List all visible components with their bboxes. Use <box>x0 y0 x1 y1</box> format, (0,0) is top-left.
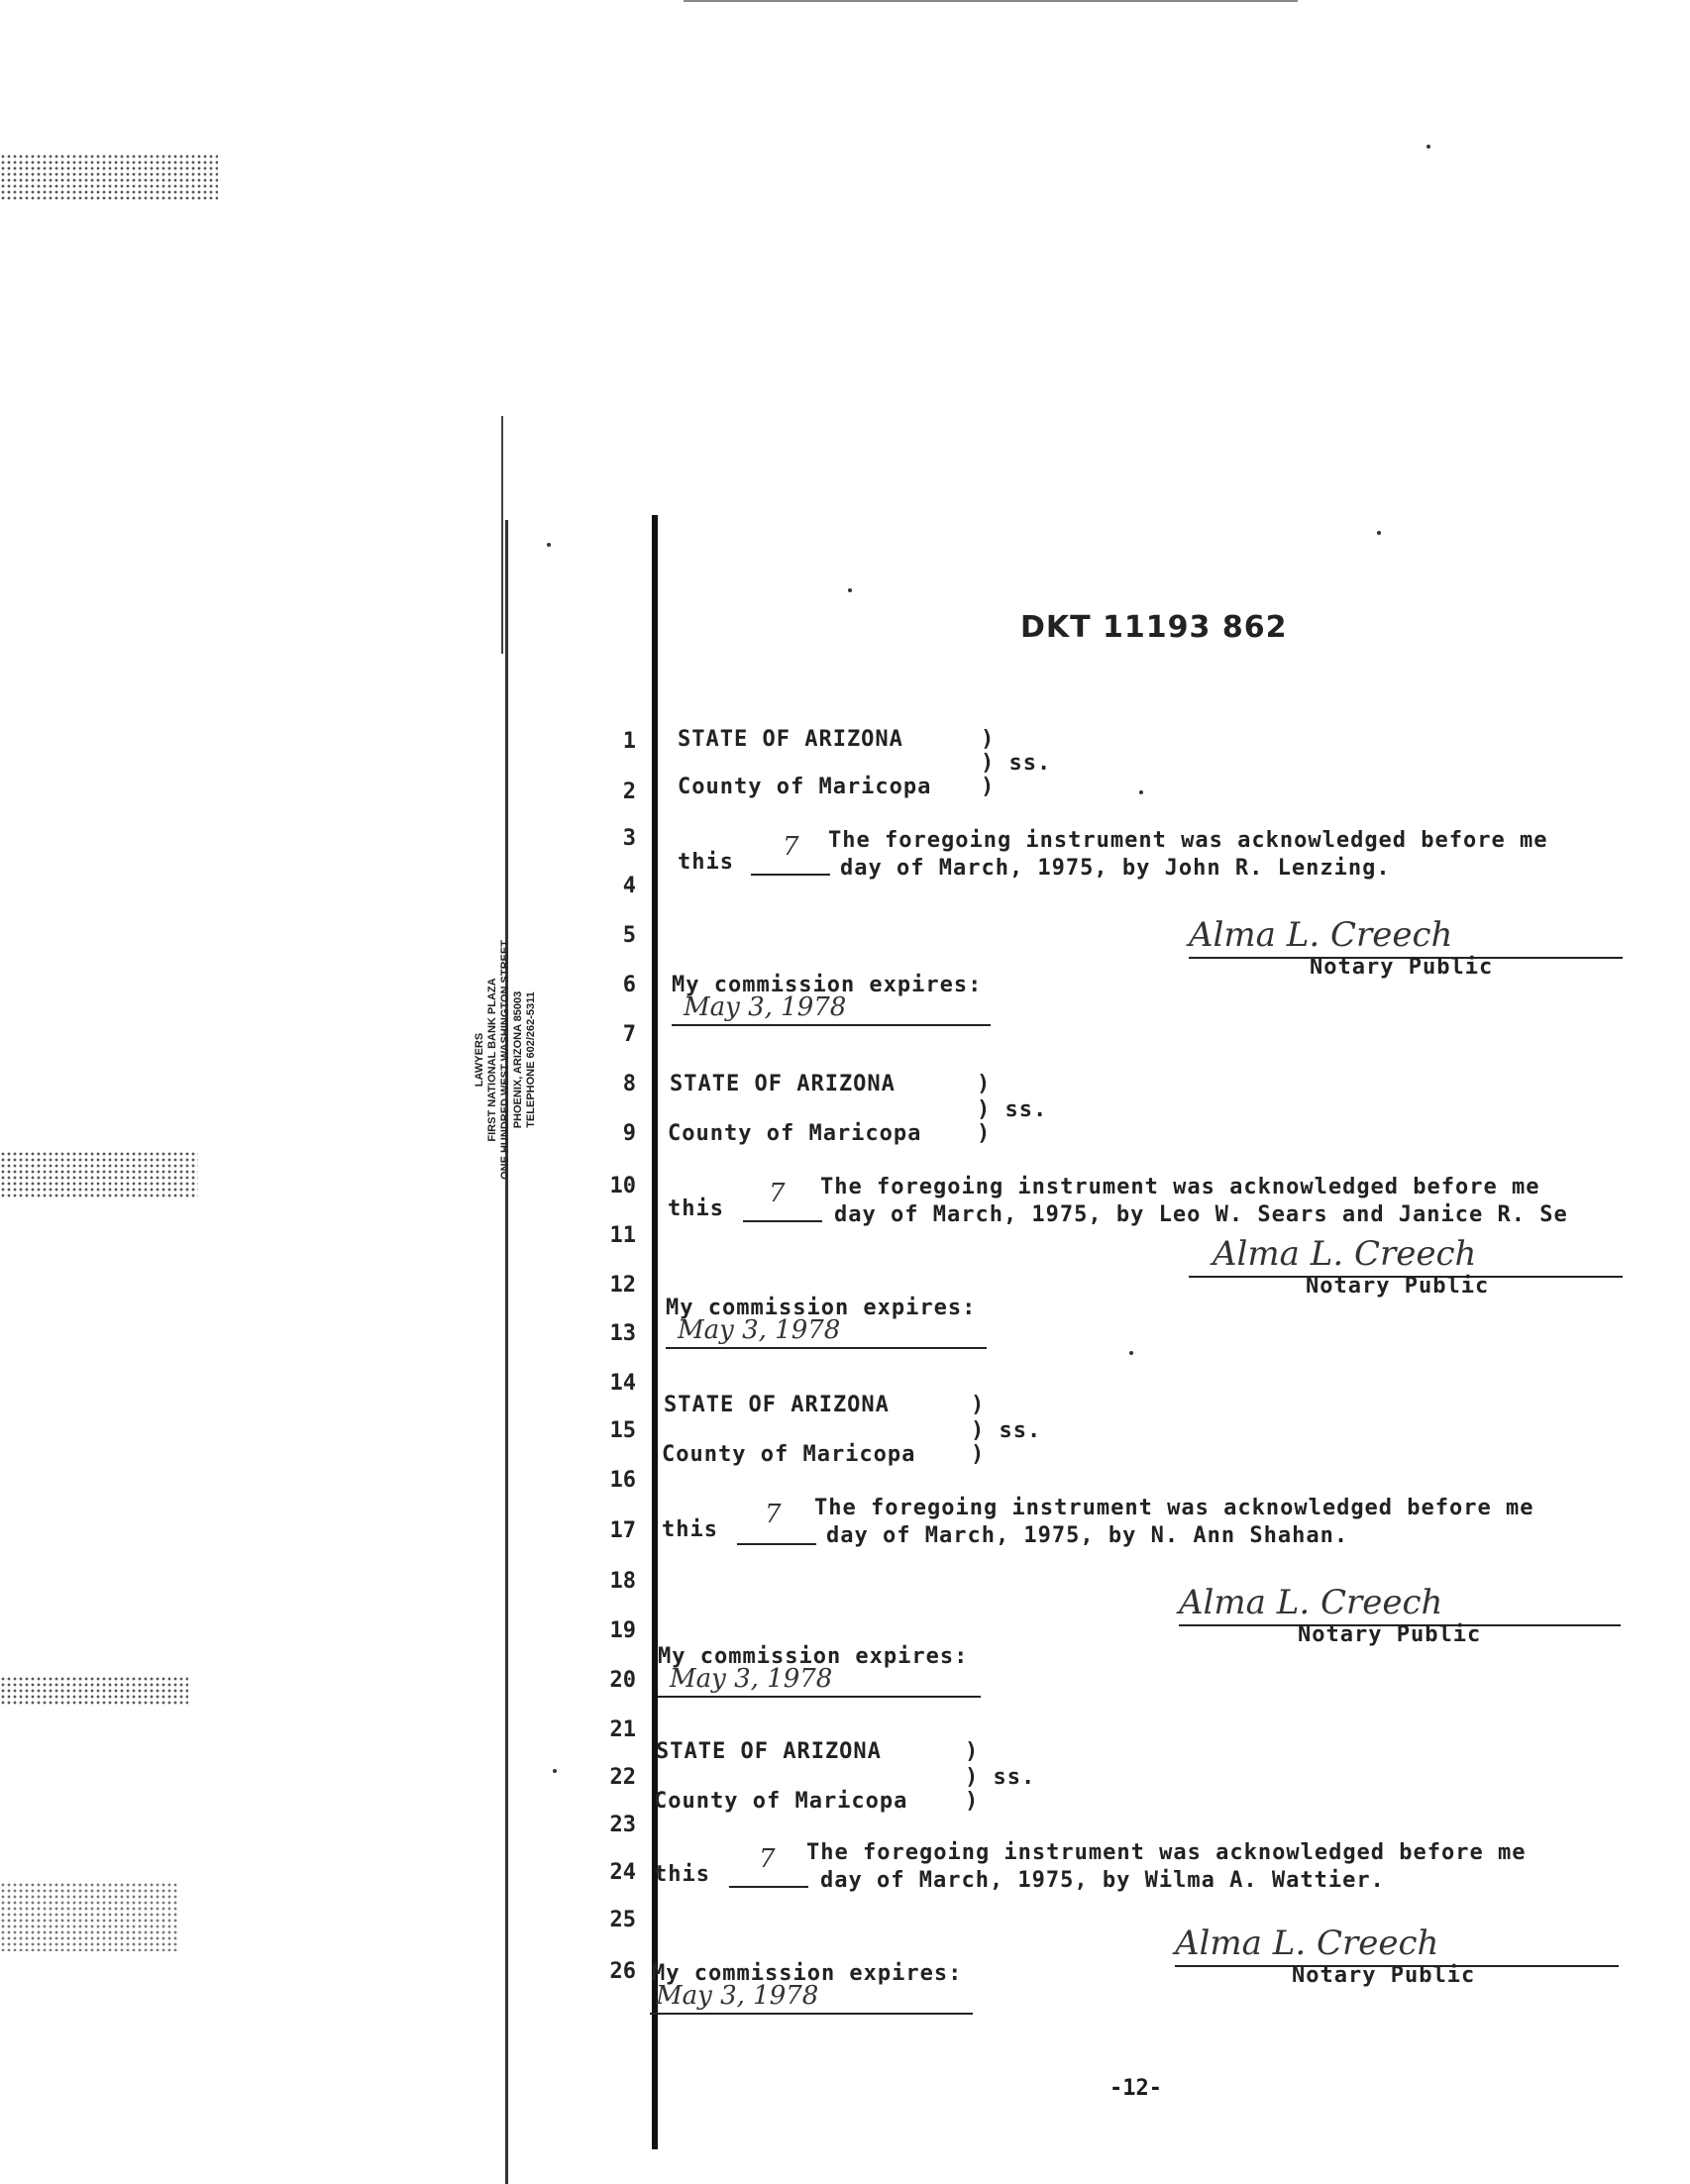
line-number: 1 <box>622 729 636 754</box>
line-number: 4 <box>622 874 636 898</box>
handwritten-day: 7 <box>783 832 799 862</box>
line-number: 12 <box>609 1273 636 1298</box>
line-number: 22 <box>609 1765 636 1790</box>
ack-line-2: day of March, 1975, by N. Ann Shahan. <box>826 1523 1349 1548</box>
commission-date: May 3, 1978 <box>684 992 847 1022</box>
ack-line-1: The foregoing instrument was acknowledged before me <box>820 1175 1540 1199</box>
ack-line-1: The foregoing instrument was acknowledged before me <box>806 1840 1527 1865</box>
law-firm-line: ONE HUNDRED WEST WASHINGTON STREET <box>499 940 511 1180</box>
commission-label: My commission expires: <box>666 1296 977 1320</box>
line-number: 7 <box>622 1022 636 1047</box>
venue-state: STATE OF ARIZONA <box>670 1072 896 1096</box>
line-number: 8 <box>622 1072 636 1096</box>
margin-rule-thin <box>501 416 503 654</box>
commission-line <box>666 1347 987 1349</box>
notary-public-label: Notary Public <box>1310 955 1494 980</box>
commission-line <box>650 2013 973 2015</box>
handwritten-day: 7 <box>769 1179 786 1208</box>
line-number: 14 <box>609 1371 636 1396</box>
ack-line-2: day of March, 1975, by John R. Lenzing. <box>840 856 1391 881</box>
line-number: 2 <box>622 780 636 804</box>
ack-this: this <box>668 1196 724 1221</box>
scan-noise-halftone <box>0 1882 178 1951</box>
scan-noise-halftone <box>0 154 218 201</box>
venue-ss: ) ss. <box>965 1765 1036 1790</box>
ack-this: this <box>678 850 734 875</box>
venue-paren: ) <box>971 1393 986 1417</box>
line-number: 19 <box>609 1618 636 1643</box>
scan-noise-halftone <box>0 1151 198 1198</box>
ack-line-2: day of March, 1975, by Leo W. Sears and Janice R. Se <box>834 1202 1568 1227</box>
document-number: DKT 11193 862 <box>1020 610 1288 645</box>
commission-line <box>672 1024 991 1026</box>
ack-line-1: The foregoing instrument was acknowledged before me <box>814 1496 1534 1520</box>
line-number: 25 <box>609 1908 636 1932</box>
line-number: 17 <box>609 1518 636 1543</box>
venue-paren: ) <box>965 1739 980 1764</box>
venue-county: County of Maricopa <box>678 775 932 799</box>
venue-county: County of Maricopa <box>662 1442 916 1467</box>
line-number: 10 <box>609 1174 636 1198</box>
venue-ss: ) ss. <box>977 1097 1048 1122</box>
commission-date: May 3, 1978 <box>656 1981 819 2011</box>
line-number: 3 <box>622 826 636 851</box>
commission-label: My commission expires: <box>652 1961 963 1986</box>
line-number: 13 <box>609 1321 636 1346</box>
venue-paren: ) <box>977 1072 992 1096</box>
venue-paren: ) <box>977 1121 992 1146</box>
scan-speck <box>1139 790 1143 794</box>
day-blank-line <box>737 1543 816 1545</box>
notary-public-label: Notary Public <box>1292 1963 1476 1988</box>
scan-speck <box>1377 531 1381 535</box>
scan-speck <box>1426 145 1430 149</box>
commission-date: May 3, 1978 <box>678 1315 841 1345</box>
day-blank-line <box>729 1886 808 1888</box>
notary-signature: Alma L. Creech <box>1189 915 1453 955</box>
ack-line-1: The foregoing instrument was acknowledged before me <box>828 828 1548 853</box>
venue-paren: ) <box>981 775 996 799</box>
handwritten-day: 7 <box>765 1500 782 1529</box>
venue-state: STATE OF ARIZONA <box>678 727 903 752</box>
scan-speck <box>553 1769 557 1773</box>
venue-ss: ) ss. <box>981 751 1052 776</box>
venue-paren: ) <box>981 727 996 752</box>
margin-rule-thin <box>505 520 508 2184</box>
scan-top-edge <box>684 0 1298 2</box>
line-number: 16 <box>609 1468 636 1493</box>
law-firm-block <box>474 931 553 1189</box>
scan-speck <box>547 543 551 547</box>
law-firm-line: PHOENIX, ARIZONA 85003 <box>512 990 524 1129</box>
line-number: 11 <box>609 1223 636 1248</box>
line-number: 6 <box>622 973 636 997</box>
line-number: 9 <box>622 1121 636 1146</box>
line-number: 5 <box>622 923 636 948</box>
scan-noise-halftone <box>0 1676 188 1706</box>
ack-this: this <box>662 1517 718 1542</box>
ack-this: this <box>654 1862 710 1887</box>
scan-speck <box>848 588 852 592</box>
ack-line-2: day of March, 1975, by Wilma A. Wattier. <box>820 1868 1385 1893</box>
venue-state: STATE OF ARIZONA <box>656 1739 882 1764</box>
line-number: 15 <box>609 1418 636 1443</box>
notary-public-label: Notary Public <box>1298 1622 1482 1647</box>
line-number: 18 <box>609 1569 636 1594</box>
law-firm-line: LAWYERS <box>474 1032 485 1088</box>
line-number: 24 <box>609 1860 636 1885</box>
commission-label: My commission expires: <box>658 1644 969 1669</box>
line-number: 23 <box>609 1813 636 1837</box>
notary-public-label: Notary Public <box>1306 1274 1490 1299</box>
day-blank-line <box>751 874 830 876</box>
venue-paren: ) <box>971 1442 986 1467</box>
law-firm-line: FIRST NATIONAL BANK PLAZA <box>486 978 498 1142</box>
notary-signature: Alma L. Creech <box>1213 1234 1477 1274</box>
left-margin-rule <box>652 515 658 2149</box>
line-number: 26 <box>609 1959 636 1984</box>
venue-paren: ) <box>965 1789 980 1814</box>
commission-date: May 3, 1978 <box>670 1664 833 1694</box>
handwritten-day: 7 <box>759 1844 776 1874</box>
commission-line <box>658 1696 981 1698</box>
venue-county: County of Maricopa <box>668 1121 922 1146</box>
notary-signature: Alma L. Creech <box>1175 1924 1439 1963</box>
notary-signature: Alma L. Creech <box>1179 1583 1443 1622</box>
venue-county: County of Maricopa <box>654 1789 908 1814</box>
page-number: -12- <box>1109 2076 1162 2101</box>
line-number: 21 <box>609 1717 636 1742</box>
law-firm-line: TELEPHONE 602/262-5311 <box>525 991 537 1128</box>
line-number: 20 <box>609 1668 636 1693</box>
scan-speck <box>1129 1351 1133 1355</box>
venue-ss: ) ss. <box>971 1418 1042 1443</box>
day-blank-line <box>743 1220 822 1222</box>
commission-label: My commission expires: <box>672 973 983 997</box>
venue-state: STATE OF ARIZONA <box>664 1393 890 1417</box>
